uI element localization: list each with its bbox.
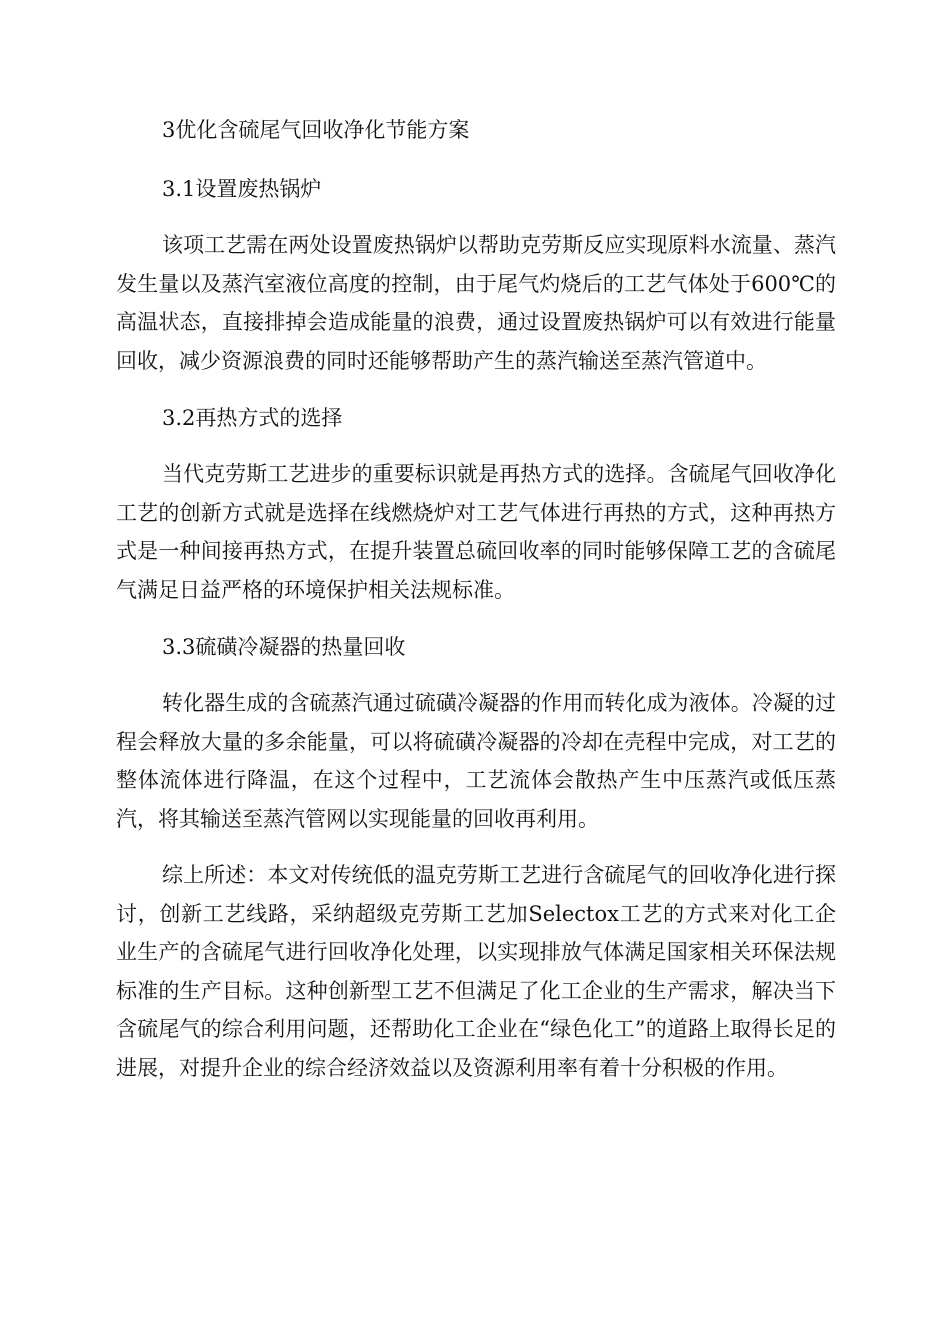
subsection-heading-3-1: 3.1设置废热锅炉 — [162, 177, 322, 201]
paragraph-3-1: 该项工艺需在两处设置废热锅炉以帮助克劳斯反应实现原料水流量、蒸汽发生量以及蒸汽室液位高度的控制，由于尾气灼烧后的工艺气体处于600℃的高温状态，直接排掉会造成能量的浪费，通过设置废热锅炉可以有效进行能量回收，减少资源浪费的同时还能够帮助产生的蒸汽输送至蒸汽管道中。 — [116, 233, 836, 373]
subsection-heading-3-3: 3.3硫磺冷凝器的热量回收 — [162, 635, 406, 659]
document-page — [116, 110, 836, 1087]
conclusion-paragraph: 综上所述：本文对传统低的温克劳斯工艺进行含硫尾气的回收净化进行探讨，创新工艺线路，采纳超级克劳斯工艺加Selectox工艺的方式来对化工企业生产的含硫尾气进行回收净化处理，以实现排放气体满足国家相关环保法规标准的生产目标。这种创新型工艺不但满足了化工企业的生产需求，解决当下含硫尾气的综合利用问题，还帮助化工企业在“绿色化工”的道路上取得长足的进展，对提升企业的综合经济效益以及资源利用率有着十分积极的作用。 — [116, 863, 836, 1080]
paragraph-3-3: 转化器生成的含硫蒸汽通过硫磺冷凝器的作用而转化成为液体。冷凝的过程会释放大量的多余能量，可以将硫磺冷凝器的冷却在壳程中完成，对工艺的整体流体进行降温，在这个过程中，工艺流体会散热产生中压蒸汽或低压蒸汽，将其输送至蒸汽管网以实现能量的回收再利用。 — [116, 691, 836, 831]
paragraph-3-2: 当代克劳斯工艺进步的重要标识就是再热方式的选择。含硫尾气回收净化工艺的创新方式就是选择在线燃烧炉对工艺气体进行再热的方式，这种再热方式是一种间接再热方式，在提升装置总硫回收率的同时能够保障工艺的含硫尾气满足日益严格的环境保护相关法规标准。 — [116, 462, 836, 602]
subsection-heading-3-2: 3.2再热方式的选择 — [162, 406, 343, 430]
section-title: 3优化含硫尾气回收净化节能方案 — [162, 118, 470, 142]
